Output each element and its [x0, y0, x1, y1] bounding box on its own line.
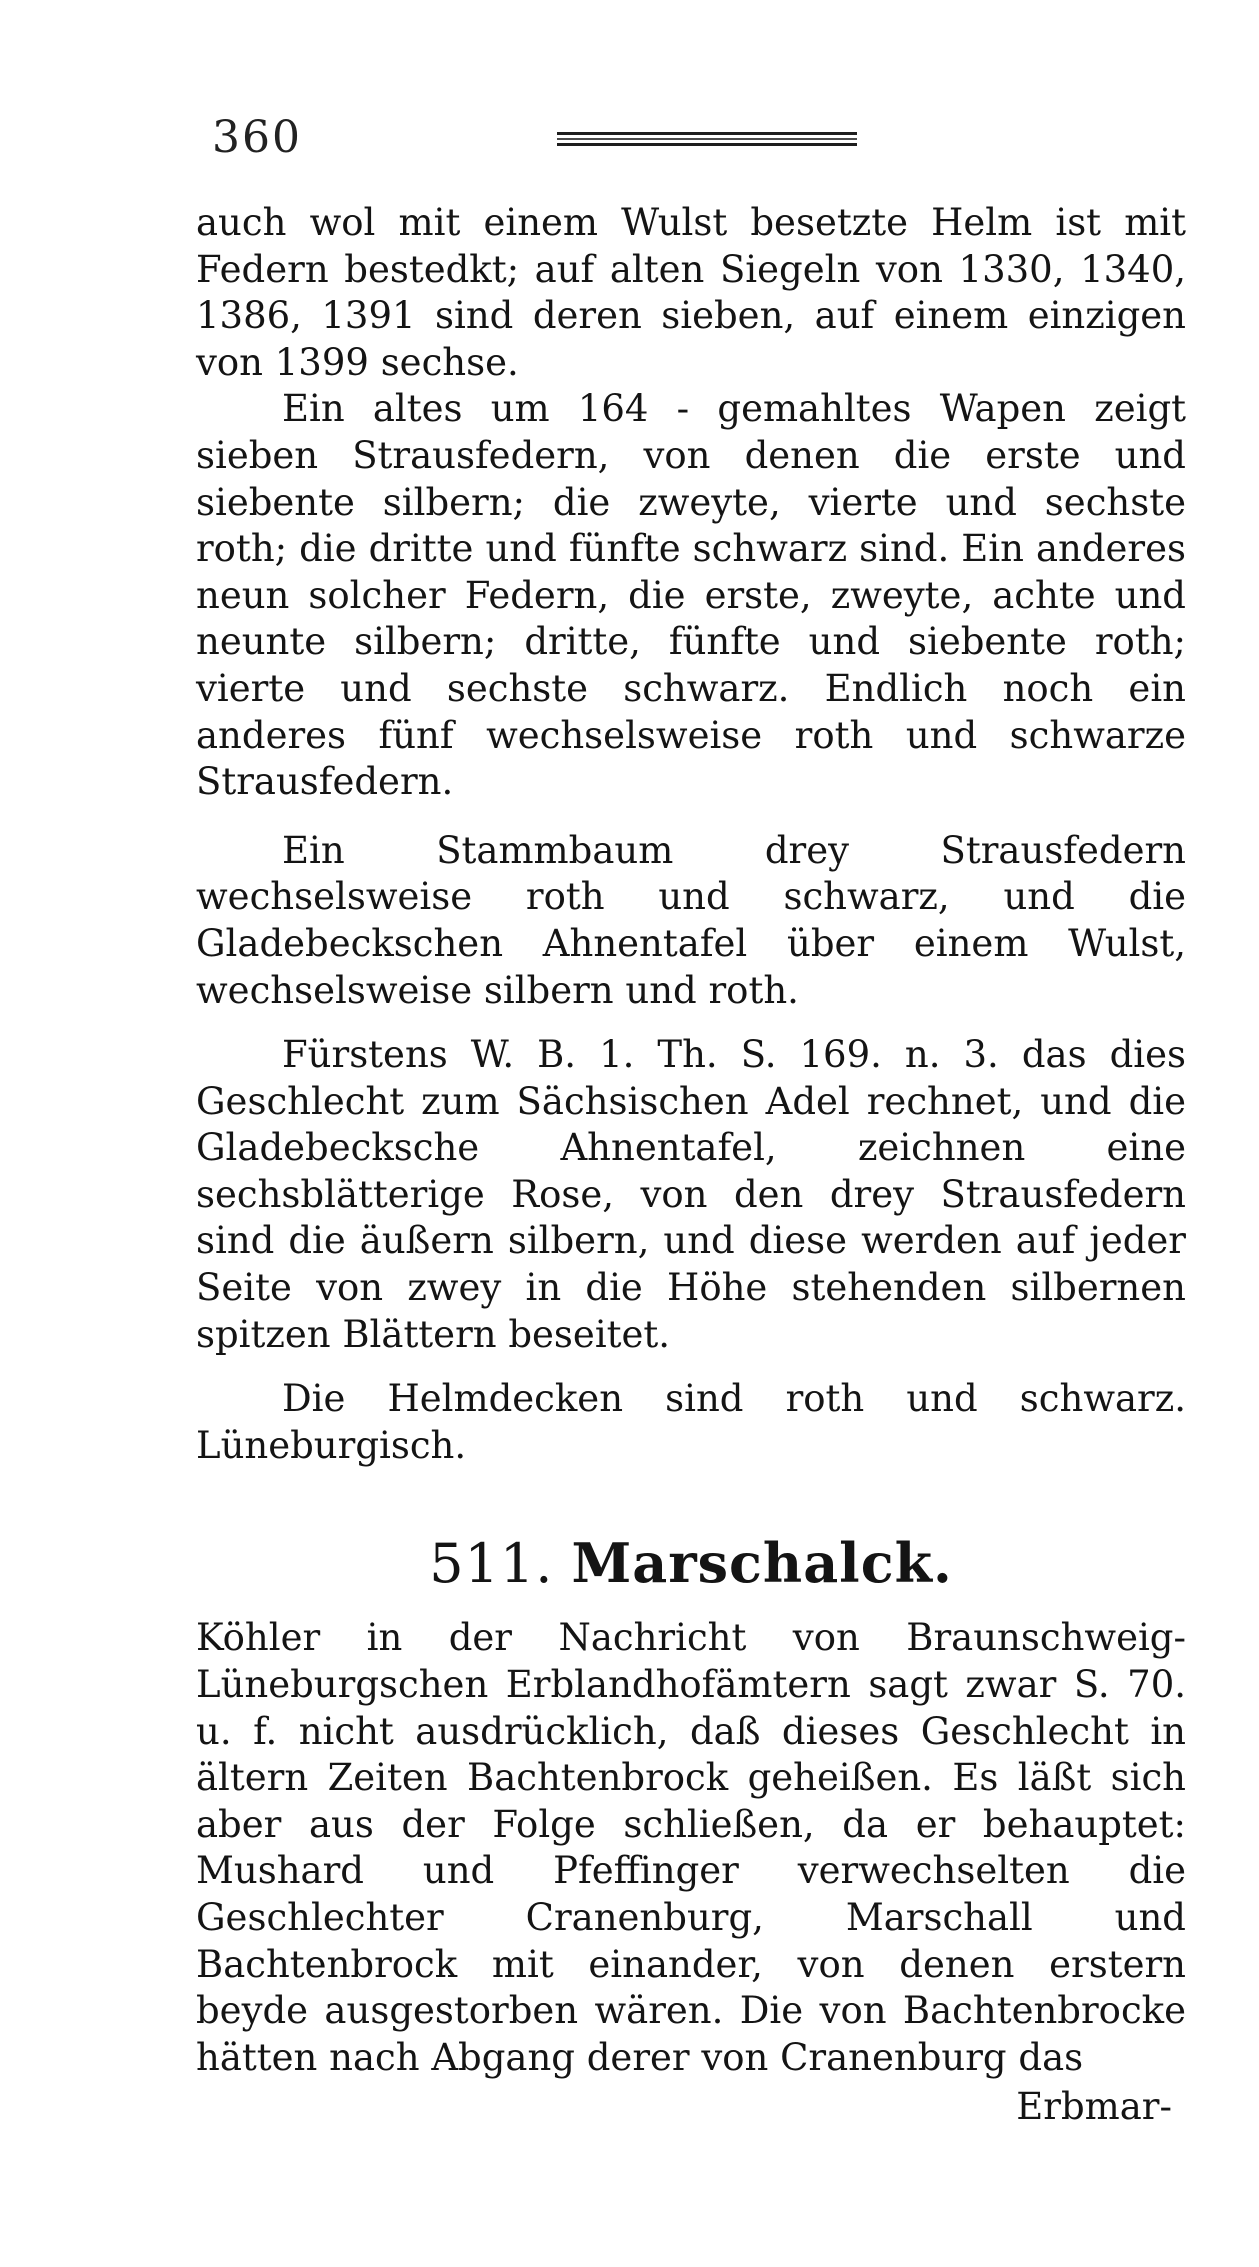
paragraph: Die Helmdecken sind roth und schwarz. Lüneburgisch.	[196, 1377, 1186, 1467]
page-number: 360	[212, 112, 302, 163]
section-number: 511.	[429, 1532, 554, 1596]
section-heading	[196, 1531, 1186, 1595]
page-header	[212, 112, 862, 162]
section-paragraph: Köhler in der Nachricht von Braunschweig-Lüneburgschen Erblandhofämtern sagt zwar S. 70. u. f. nicht ausdrücklich, daß dieses Geschlecht in ältern Zeiten Bachtenbrock geheißen. Es läßt sich aber aus der Folge schließen, da er behauptet: Mushard und Pfeffinger verwechselten die Geschlechter Cranenburg, Marschall und Bachtenbrock mit einander, von denen erstern beyde ausgestorben wären. Die von Bachtenbrocke hätten nach Abgang derer von Cranenburg das	[196, 1616, 1186, 2079]
paragraph: Ein Stammbaum drey Strausfedern wechselsweise roth und schwarz, und die Gladebeckschen Ahnentafel über einem Wulst, wechselsweise silbern und roth.	[196, 828, 1186, 1012]
catchword: Erbmar-	[1016, 2085, 1172, 2129]
section-title: Marschalck.	[571, 1531, 953, 1596]
header-rule-ornament	[557, 132, 857, 146]
body-text	[196, 200, 1186, 2128]
paragraph: Fürstens W. B. 1. Th. S. 169. n. 3. das dies Geschlecht zum Sächsischen Adel rechnet, und die Gladebecksche Ahnentafel, zeichnen eine sechsblätterige Rose, von den drey Strausfedern sind die äußern silbern, und diese werden auf jeder Seite von zwey in die Höhe stehenden silbernen spitzen Blättern beseitet.	[196, 1033, 1186, 1356]
paragraph: auch wol mit einem Wulst besetzte Helm ist mit Federn bestedkt; auf alten Siegeln von 1330, 1340, 1386, 1391 sind deren sieben, auf einem einzigen von 1399 sechse.	[196, 201, 1186, 384]
paragraph: Ein altes um 164 - gemahltes Wapen zeigt sieben Strausfedern, von denen die erste und siebente silbern; die zweyte, vierte und sechste roth; die dritte und fünfte schwarz sind. Ein anderes neun solcher Federn, die erste, zweyte, achte und neunte silbern; dritte, fünfte und siebente roth; vierte und sechste schwarz. Endlich noch ein anderes fünf wechselsweise roth und schwarze Strausfedern.	[196, 387, 1186, 804]
